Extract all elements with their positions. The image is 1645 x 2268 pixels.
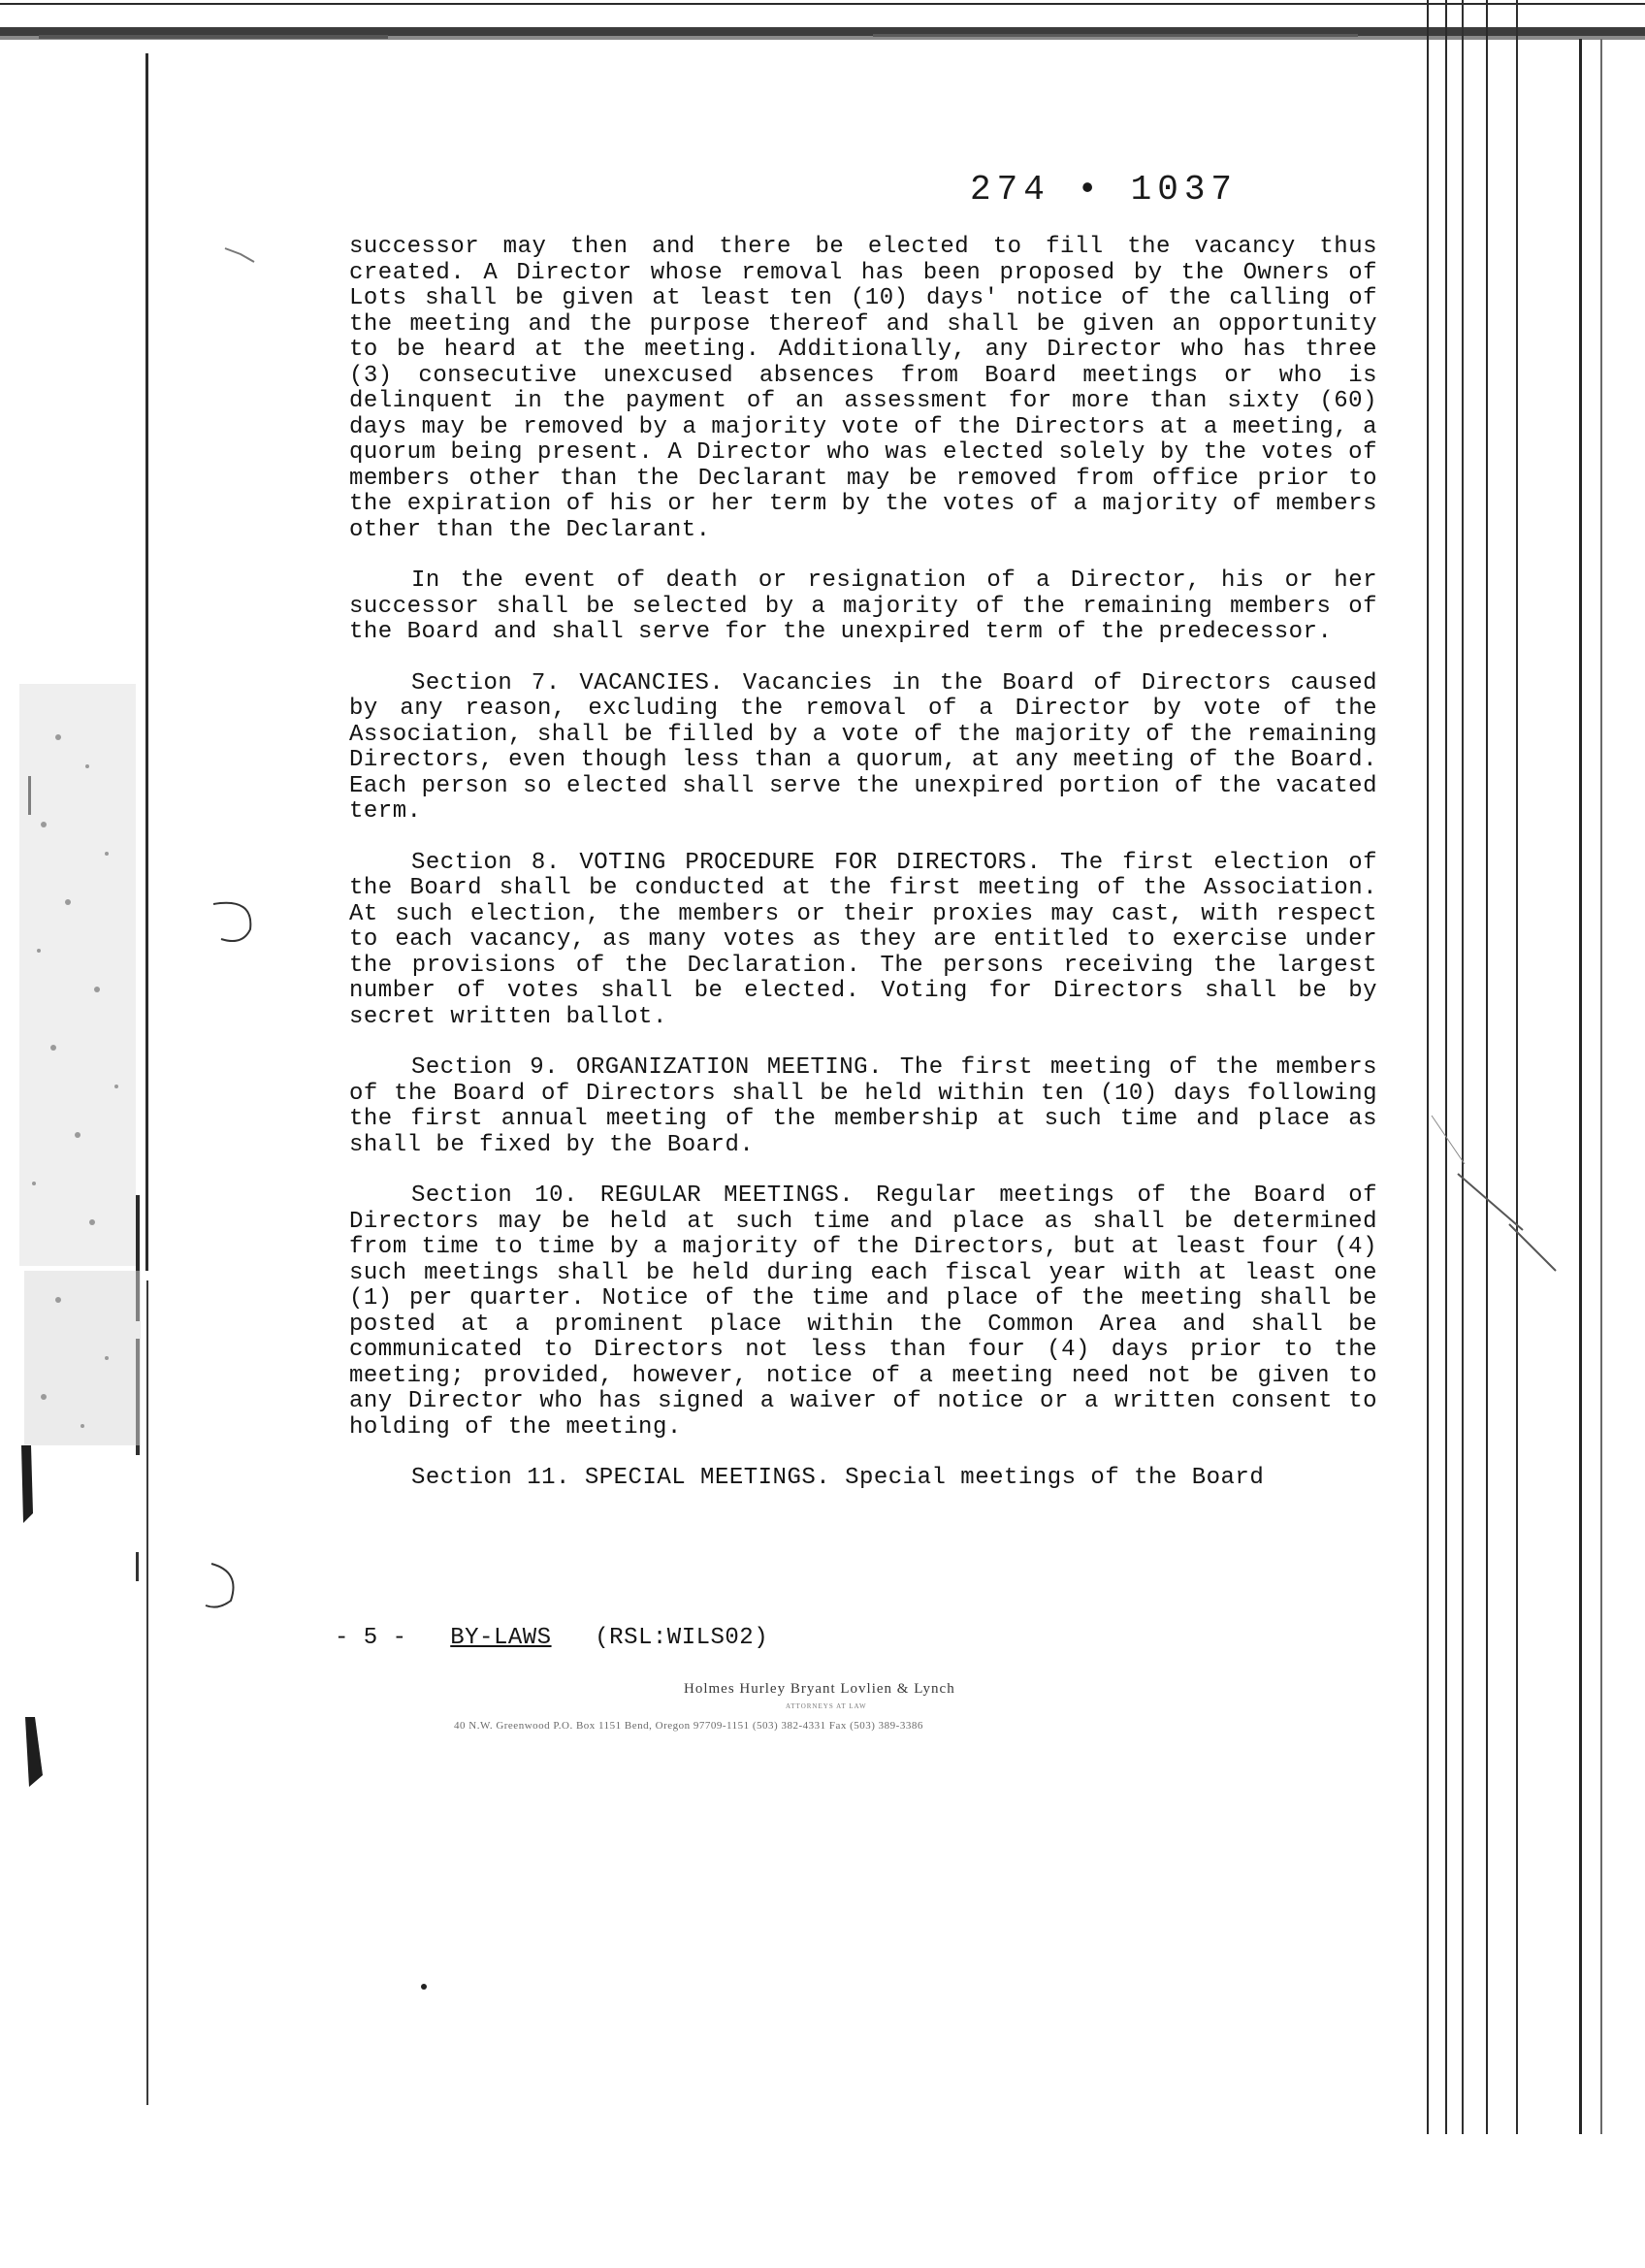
footer-doc-title: BY-LAWS [450,1625,552,1651]
footer-doc-code: (RSL:WILS02) [595,1625,769,1651]
section-9-organization-meeting: Section 9. ORGANIZATION MEETING. The first meeting of the members of the Board of Directors shall be held within ten (10) days following the first annual meeting of the membership at such time and place as shall be fixed by the Board. [349,1054,1377,1158]
letterhead-firm-name: Holmes Hurley Bryant Lovlien & Lynch [684,1681,955,1697]
document-body [349,235,1377,1517]
section-11-special-meetings: Section 11. SPECIAL MEETINGS. Special meetings of the Board [411,1465,1265,1491]
letterhead-address: 40 N.W. Greenwood P.O. Box 1151 Bend, Oregon 97709-1151 (503) 382-4331 Fax (503) 389-3386 [454,1720,923,1732]
section-10-regular-meetings: Section 10. REGULAR MEETINGS. Regular meetings of the Board of Directors may be held at such time and place as shall be determined from time to time by a majority of the Directors, but at least four (4) such meetings shall be held during each fiscal year with at least one (1) per quarter. Notice of the time and place of the meeting shall be posted at a prominent place within the Common Area and shall be communicated to Directors not less than four (4) days prior to the meeting; provided, however, notice of a meeting need not be given to any Director who has signed a waiver of notice or a written consent to holding of the meeting. [349,1183,1377,1441]
section-7-vacancies: Section 7. VACANCIES. Vacancies in the Board of Directors caused by any reason, excluding the removal of a Director by vote of the Association, shall be filled by a vote of the majority of the remaining Directors, even though less than a quorum, at any meeting of the Board. Each person so elected shall serve the unexpired portion of the vacated term. [349,669,1377,825]
section-8-voting-procedure: Section 8. VOTING PROCEDURE FOR DIRECTORS. The first election of the Board shall be conducted at the first meeting of the Association. At such election, the members or their proxies may cast, with respect to each vacancy, as many votes as they are entitled to exercise under the provisions of the Declaration. The persons receiving the largest number of votes shall be elected. Voting for Directors shall be by secret written ballot. [349,849,1377,1030]
letterhead-subtitle: ATTORNEYS AT LAW [786,1702,867,1710]
book-page-number: 274 • 1037 [970,170,1239,210]
body-paragraph: successor may then and there be elected to fill the vacancy thus created. A Director whose removal has been proposed by the Owners of Lots shall be given at least ten (10) days' notice of the calling of the meeting and the purpose thereof and shall be given an opportunity to be heard at the meeting. Additionally, any Director who has three (3) consecutive unexcused absences from Board meetings or who is delinquent in the payment of an assessment for more than sixty (60) days may be removed by a majority vote of the Directors at a meeting, a quorum being present. A Director who was elected solely by the votes of members other than the Declarant may be removed from office prior to the expiration of his or her term by the votes of a majority of members other than the Declarant. [349,234,1377,543]
footer-page-number: - 5 - [335,1625,407,1651]
page-footer [335,1625,768,1651]
body-paragraph: In the event of death or resignation of a Director, his or her successor shall be selected by a majority of the remaining members of the Board and shall serve for the unexpired term of the predecessor. [349,567,1377,645]
